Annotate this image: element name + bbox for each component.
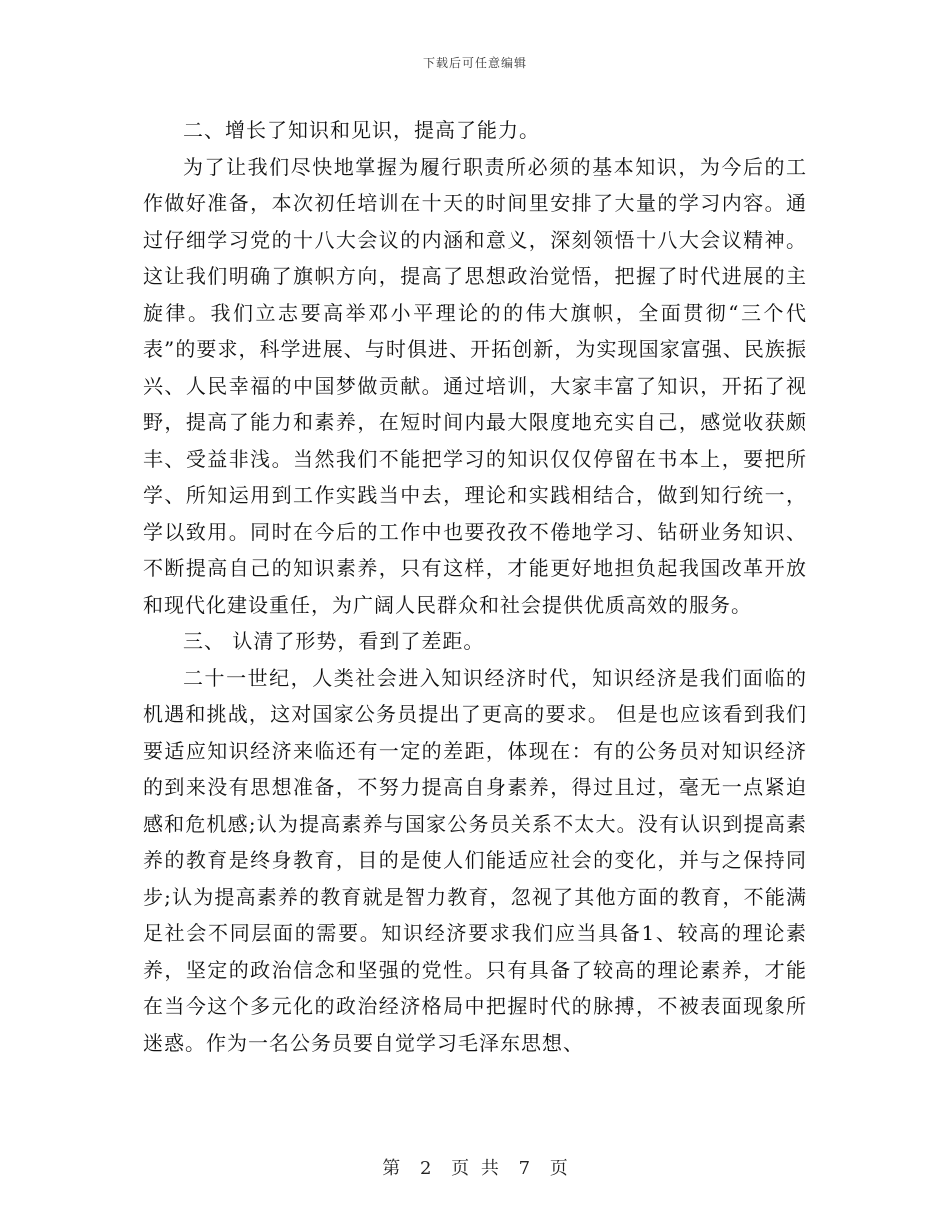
page-footer: [0, 1154, 950, 1180]
document-body: [143, 112, 807, 1061]
page-number: 2: [419, 1158, 432, 1179]
section-heading-3: 三、 认清了形势，看到了差距。: [183, 629, 485, 653]
paragraph-2: 二十一世纪，人类社会进入知识经济时代，知识经济是我们面临的机遇和挑战，这对国家公务员提出了更高的要求。 但是也应该看到我们要适应知识经济来临还有一定的差距，体现在：有的公务员对知识经济的到来没有思想准备，不努力提高自身素养，得过且过，毫无一点紧迫感和危机感;认为提高素养与国家公务员关系不太大。没有认识到提高素养的教育是终身教育，目的是使人们能适应社会的变化，并与之保持同步;认为提高素养的教育就是智力教育，忽视了其他方面的教育，不能满足社会不同层面的需要。知识经济要求我们应当具备1、较高的理论素养，坚定的政治信念和坚强的党性。只有具备了较高的理论素养，才能在当今这个多元化的政治经济格局中把握时代的脉搏，不被表面现象所迷惑。作为一名公务员要自觉学习毛泽东思想、: [143, 665, 807, 1055]
section-heading-2: 二、增长了知识和见识，提高了能力。: [183, 118, 540, 142]
paragraph-1: 为了让我们尽快地掌握为履行职责所必须的基本知识，为今后的工作做好准备，本次初任培训在十天的时间里安排了大量的学习内容。通过仔细学习党的十八大会议的内涵和意义，深刻领悟十八大会议精神。这让我们明确了旗帜方向，提高了思想政治觉悟，把握了时代进展的主旋律。我们立志要高举邓小平理论的的伟大旗帜，全面贯彻“三个代表”的要求，科学进展、与时俱进、开拓创新，为实现国家富强、民族振兴、人民幸福的中国梦做贡献。通过培训，大家丰富了知识，开拓了视野，提高了能力和素养，在短时间内最大限度地充实自己，感觉收获颇丰、受益非浅。当然我们不能把学习的知识仅仅停留在书本上，要把所学、所知运用到工作实践当中去，理论和实践相结合，做到知行统一，学以致用。同时在今后的工作中也要孜孜不倦地学习、钻研业务知识、不断提高自己的知识素养，只有这样，才能更好地担负起我国改革开放和现代化建设重任，为广阔人民群众和社会提供优质高效的服务。: [143, 154, 807, 617]
footer-middle: 页 共: [451, 1158, 499, 1179]
total-pages: 7: [518, 1158, 531, 1179]
footer-prefix: 第: [382, 1158, 401, 1179]
footer-suffix: 页: [549, 1158, 568, 1179]
header-note: 下载后可任意编辑: [422, 56, 527, 70]
